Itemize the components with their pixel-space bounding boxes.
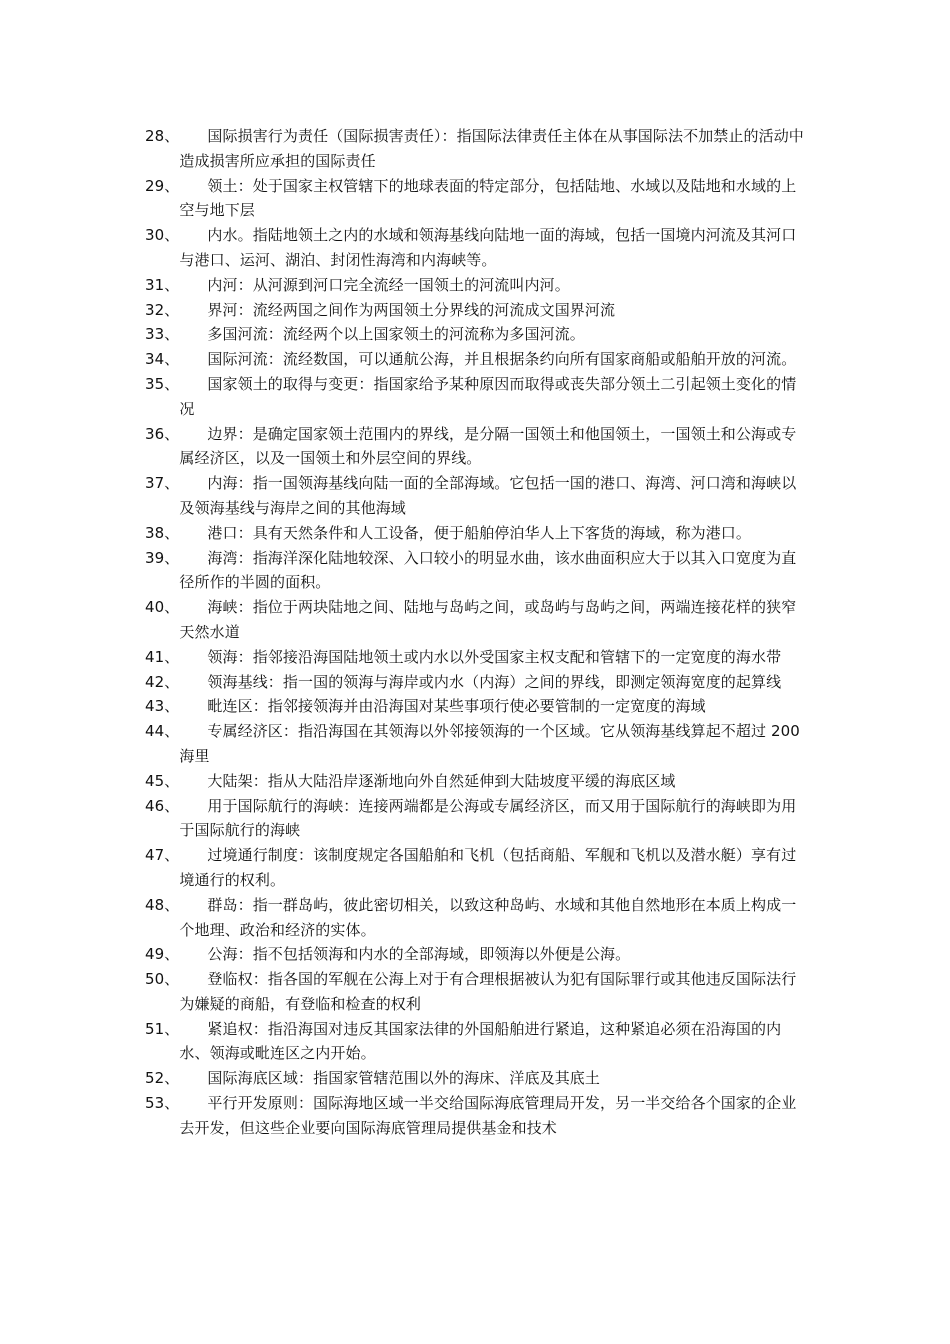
entry-number: 42、: [145, 672, 180, 691]
entry-number: 31、: [145, 275, 180, 294]
entry-text: 群岛：指一群岛屿，彼此密切相关，以致这种岛屿、水域和其他自然地形在本质上构成一个地理、政治和经济的实体。: [179, 895, 797, 939]
definition-entry: [145, 347, 810, 372]
definition-entry: [145, 843, 810, 893]
definition-entry: [145, 1066, 810, 1091]
definition-entry: [145, 719, 810, 769]
entry-number: 51、: [145, 1019, 180, 1038]
entry-number: 36、: [145, 424, 180, 443]
entry-number: 48、: [145, 895, 180, 914]
definition-entry: [145, 521, 810, 546]
definition-entry: [145, 174, 810, 224]
entry-text: 国家领土的取得与变更：指国家给予某种原因而取得或丧失部分领土二引起领土变化的情况: [179, 374, 797, 418]
entry-text: 毗连区：指邻接领海并由沿海国对某些事项行使必要管制的一定宽度的海域: [207, 697, 706, 716]
entry-text: 登临权：指各国的军舰在公海上对于有合理根据被认为犯有国际罪行或其他违反国际法行为嫌疑的商船，有登临和检查的权利: [179, 970, 797, 1013]
entry-text: 多国河流：流经两个以上国家领土的河流称为多国河流。: [207, 325, 585, 344]
entry-text: 海湾：指海洋深化陆地较深、入口较小的明显水曲，该水曲面积应大于以其入口宽度为直径所作的半圆的面积。: [179, 548, 797, 592]
definition-entry: [145, 942, 810, 967]
entry-text: 国际海底区域：指国家管辖范围以外的海床、洋底及其底土: [207, 1069, 600, 1088]
entry-number: 34、: [145, 350, 180, 369]
entry-number: 53、: [145, 1094, 180, 1113]
definition-entry: [145, 422, 810, 472]
entry-text: 内海：指一国领海基线向陆一面的全部海域。它包括一国的港口、海湾、河口湾和海峡以及领海基线与海岸之间的其他海域: [179, 474, 797, 517]
definition-entry: [145, 471, 810, 521]
entry-text: 海峡：指位于两块陆地之间、陆地与岛屿之间，或岛屿与岛屿之间，两端连接花样的狭窄天然水道: [179, 598, 797, 641]
definition-entry: [145, 298, 810, 323]
entry-text: 内河：从河源到河口完全流经一国领土的河流叫内河。: [207, 275, 570, 294]
definition-entry: [145, 794, 810, 844]
entry-number: 50、: [145, 970, 180, 989]
entry-text: 公海：指不包括领海和内水的全部海域，即领海以外便是公海。: [207, 945, 631, 964]
definition-entry: [145, 595, 810, 645]
definition-entry: [145, 967, 810, 1017]
definition-entry: [145, 645, 810, 670]
definition-entry: [145, 893, 810, 943]
entry-number: 33、: [145, 325, 180, 344]
entry-text: 内水。指陆地领土之内的水域和领海基线向陆地一面的海域，包括一国境内河流及其河口与港口、运河、湖泊、封闭性海湾和内海峡等。: [179, 226, 797, 269]
definition-entry: [145, 322, 810, 347]
entry-number: 28、: [145, 127, 180, 145]
entry-number: 40、: [145, 598, 180, 617]
definition-entry: [145, 694, 810, 719]
definition-entry: [145, 223, 810, 273]
definition-entry: [145, 1091, 810, 1141]
entry-number: 30、: [145, 226, 180, 245]
entry-number: 37、: [145, 474, 180, 493]
entry-text: 界河：流经两国之间作为两国领土分界线的河流成文国界河流: [207, 300, 616, 319]
entry-text: 领海基线：指一国的领海与海岸或内水（内海）之间的界线，即测定领海宽度的起算线: [207, 672, 782, 691]
entry-text: 过境通行制度：该制度规定各国船舶和飞机（包括商船、军舰和飞机以及潜水艇）享有过境通行的权利。: [179, 846, 797, 889]
entry-text: 港口：具有天然条件和人工设备，便于船舶停泊华人上下客货的海域，称为港口。: [207, 523, 751, 542]
definition-entry: [145, 546, 810, 596]
entry-text: 领土：处于国家主权管辖下的地球表面的特定部分，包括陆地、水域以及陆地和水域的上空与地下层: [179, 176, 797, 220]
definition-entry: [145, 124, 810, 174]
entry-number: 39、: [145, 548, 180, 567]
entry-text: 大陆架：指从大陆沿岸逐渐地向外自然延伸到大陆坡度平缓的海底区域: [207, 771, 676, 790]
definition-entry: [145, 769, 810, 794]
entry-number: 38、: [145, 523, 180, 542]
entry-text: 紧追权：指沿海国对违反其国家法律的外国船舶进行紧追，这种紧追必须在沿海国的内水、领海或毗连区之内开始。: [179, 1019, 782, 1063]
entry-text: 国际损害行为责任（国际损害责任）：指国际法律责任主体在从事国际法不加禁止的活动中造成损害所应承担的国际责任: [179, 127, 804, 170]
entry-number: 43、: [145, 697, 180, 716]
entry-number: 44、: [145, 722, 180, 741]
entry-number: 45、: [145, 771, 180, 790]
entry-text: 用于国际航行的海峡：连接两端都是公海或专属经济区，而又用于国际航行的海峡即为用于国际航行的海峡: [179, 796, 797, 840]
entry-number: 35、: [145, 374, 180, 393]
entry-number: 52、: [145, 1069, 180, 1088]
definition-entry: [145, 1017, 810, 1067]
entry-number: 32、: [145, 300, 180, 319]
entry-number: 46、: [145, 796, 180, 815]
entry-number: 49、: [145, 945, 180, 964]
entry-text: 领海：指邻接沿海国陆地领土或内水以外受国家主权支配和管辖下的一定宽度的海水带: [207, 647, 782, 666]
definition-entry: [145, 372, 810, 422]
entry-number: 41、: [145, 647, 180, 666]
entry-text: 国际河流：流经数国，可以通航公海，并且根据条约向所有国家商船或船舶开放的河流。: [207, 350, 797, 369]
entry-text: 平行开发原则：国际海地区域一半交给国际海底管理局开发，另一半交给各个国家的企业去开发，但这些企业要向国际海底管理局提供基金和技术: [179, 1094, 797, 1137]
definition-entry: [145, 273, 810, 298]
document-page: [145, 124, 810, 1141]
entry-text: 边界：是确定国家领土范围内的界线，是分隔一国领土和他国领土，一国领土和公海或专属经济区，以及一国领土和外层空间的界线。: [179, 424, 797, 468]
entry-text: 专属经济区：指沿海国在其领海以外邻接领海的一个区域。它从领海基线算起不超过 200 海里: [179, 722, 800, 765]
entry-number: 47、: [145, 846, 180, 865]
definition-entry: [145, 670, 810, 695]
entry-number: 29、: [145, 176, 180, 195]
